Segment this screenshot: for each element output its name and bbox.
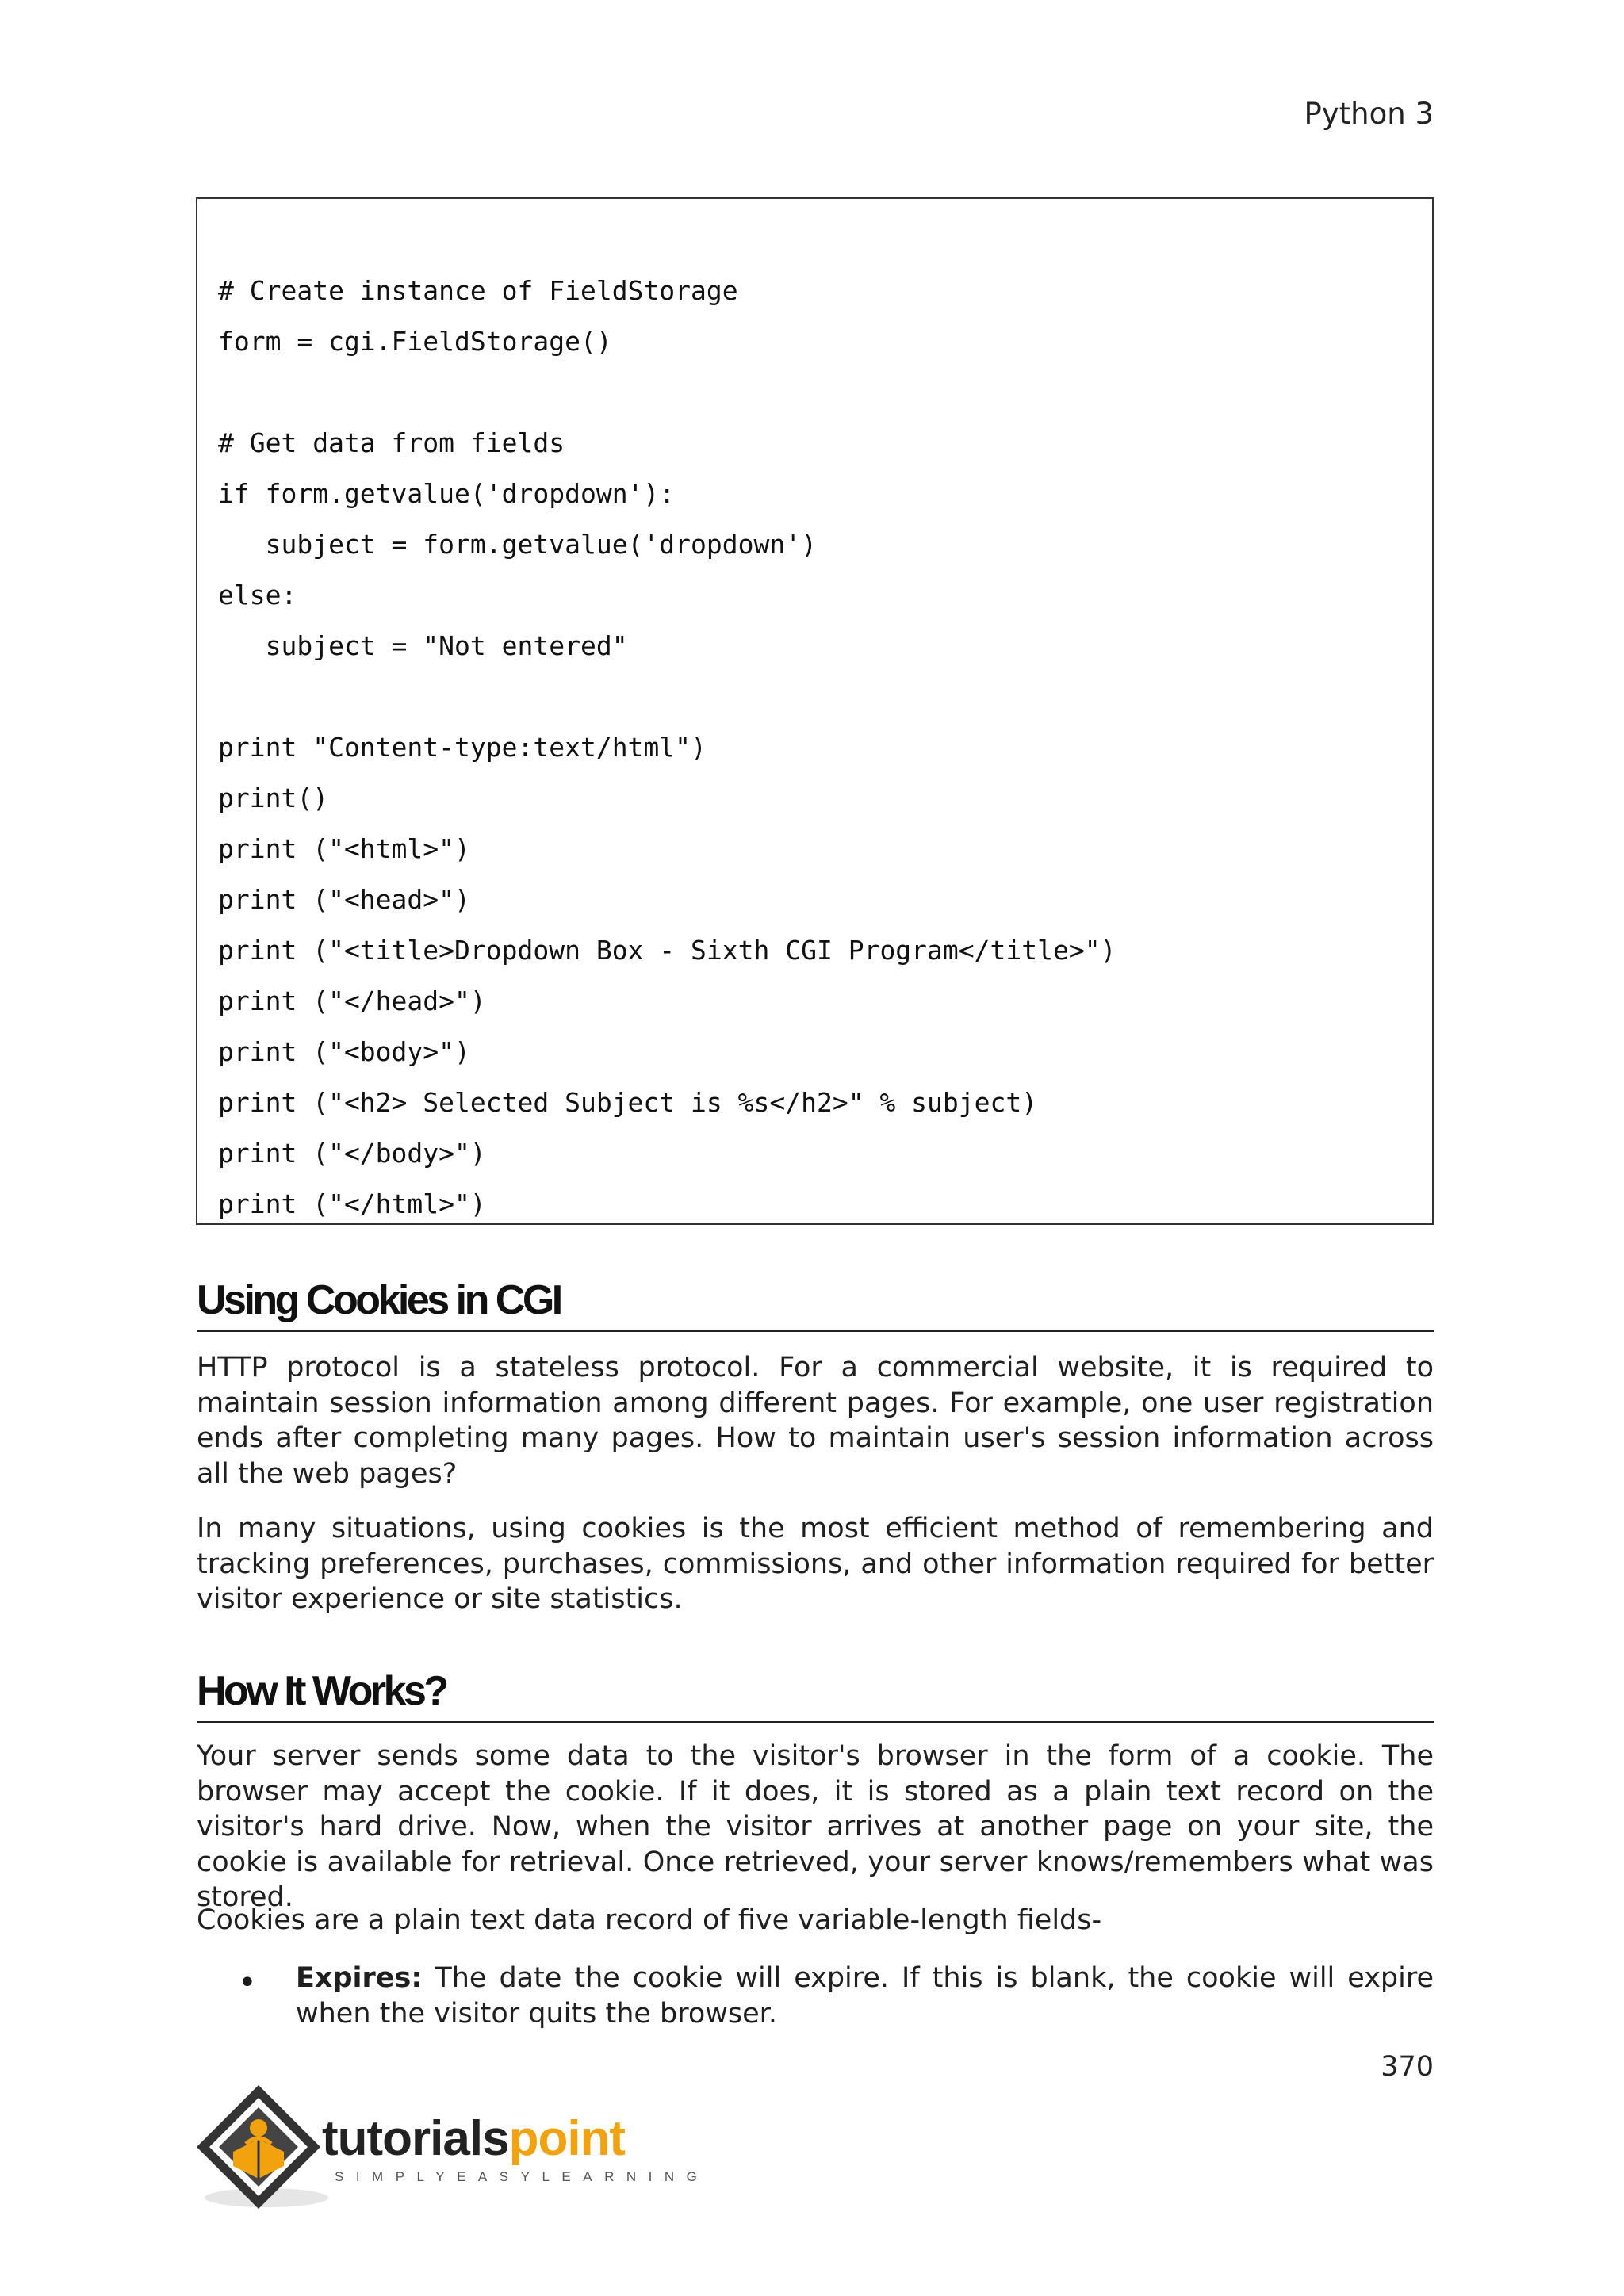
section-title-how-it-works: How It Works? <box>197 1667 1434 1723</box>
logo-word-1: tutorials <box>322 2111 509 2166</box>
code-block <box>196 197 1434 1225</box>
running-header: Python 3 <box>1304 97 1434 131</box>
logo-word-2: point <box>508 2111 626 2166</box>
paragraph: HTTP protocol is a stateless protocol. For a commercial website, it is required to maintain session information among different pages. For example, one user registration ends after completing many pages. How to maintain user's session information across all the web pages? <box>197 1352 1434 1490</box>
tutorialspoint-logo <box>193 2079 710 2217</box>
code-line: print ("<head>") <box>218 884 470 915</box>
code-line: print ("<h2> Selected Subject is %s</h2>" % subject) <box>218 1087 1038 1118</box>
definition: The date the cookie will expire. If this is blank, the cookie will expire when the visitor quits the browser. <box>296 1962 1434 2030</box>
logo-wordmark <box>322 2110 625 2167</box>
section-title-cookies: Using Cookies in CGI <box>197 1276 1434 1332</box>
code-line: print ("<html>") <box>218 833 470 864</box>
code-line: subject = form.getvalue('dropdown') <box>218 529 817 560</box>
code-line: print "Content-type:text/html") <box>218 732 707 763</box>
code-line: print() <box>218 783 329 813</box>
code-line: print ("<body>") <box>218 1036 470 1067</box>
paragraph: In many situations, using cookies is the most efficient method of remembering and tracking preferences, purchases, commissions, and other information required for better visitor experience or site statistics. <box>197 1513 1434 1615</box>
code-line <box>218 367 1432 418</box>
code-line: else: <box>218 580 297 610</box>
code-line: print ("<title>Dropdown Box - Sixth CGI Program</title>") <box>218 935 1116 966</box>
paragraph: Cookies are a plain text data record of five variable-length fields- <box>197 1904 1102 1936</box>
list-item <box>296 1961 1434 2031</box>
code-line: print ("</head>") <box>218 985 486 1016</box>
code-line <box>218 672 1432 722</box>
code-line: if form.getvalue('dropdown'): <box>218 478 676 509</box>
logo-emblem-icon <box>193 2079 328 2214</box>
code-line: print ("</body>") <box>218 1138 486 1169</box>
code-line: # Create instance of FieldStorage <box>218 275 738 306</box>
logo-tagline: SIMPLYEASYLEARNING <box>335 2169 710 2184</box>
code-line: form = cgi.FieldStorage() <box>218 326 612 357</box>
paragraph: Your server sends some data to the visitor's browser in the form of a cookie. The browser may accept the cookie. If it does, it is stored as a plain text record on the visitor's hard drive. Now, when the visitor arrives at another page on your site, the cookie is available for retrieval. Once retrieved, your server knows/remembers what was stored. <box>197 1740 1434 1913</box>
code-line: print ("</html>") <box>218 1188 486 1219</box>
code-line: # Get data from fields <box>218 427 565 458</box>
code-line: subject = "Not entered" <box>218 630 628 661</box>
bullet-icon: • <box>238 1965 257 2001</box>
page-number: 370 <box>1381 2051 1434 2083</box>
term: Expires: <box>296 1962 423 1994</box>
